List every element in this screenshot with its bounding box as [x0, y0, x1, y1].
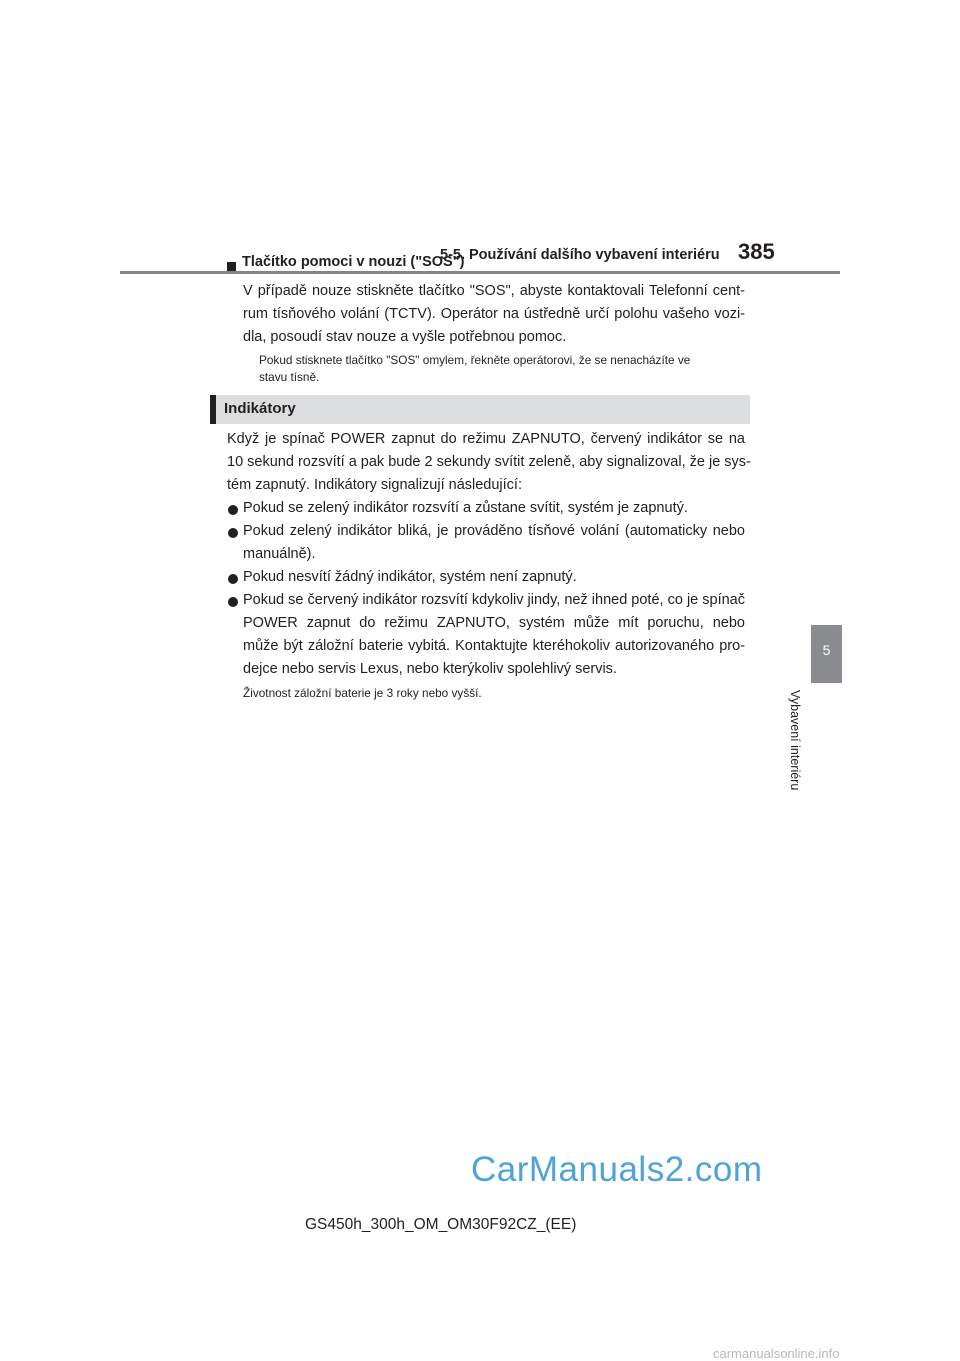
battery-note: Životnost záložní baterie je 3 roky nebo vyšší.	[243, 686, 482, 700]
bullet-dot-icon	[228, 505, 238, 515]
bullet-dot-icon	[228, 574, 238, 584]
watermark-footer: carmanualsonline.info	[713, 1346, 840, 1361]
square-bullet-icon	[227, 262, 236, 271]
bullet-line: Pokud se červený indikátor rozsvítí kdykoliv jindy, než ihned poté, co je spínač	[243, 592, 745, 608]
bullet-line: může být záložní baterie vybitá. Kontaktujte kteréhokoliv autorizovaného pro-	[243, 638, 745, 654]
sos-body-line: V případě nouze stiskněte tlačítko "SOS", abyste kontaktovali Telefonní cent-	[243, 283, 745, 299]
sos-body-line: rum tísňového volání (TCTV). Operátor na ústředně určí polohu vašeho vozi-	[243, 306, 745, 322]
chapter-number: 5	[822, 642, 831, 658]
sos-note-line: Pokud stisknete tlačítko "SOS" omylem, řekněte operátorovi, že se nenacházíte ve	[259, 353, 691, 367]
sos-body-line: dla, posoudí stav nouze a vyšle potřebnou pomoc.	[243, 329, 567, 345]
bullet-line: Pokud nesvítí žádný indikátor, systém není zapnutý.	[243, 569, 577, 585]
bullet-line: manuálně).	[243, 546, 316, 562]
watermark-logo: CarManuals2.com	[471, 1150, 763, 1189]
bullet-line: POWER zapnut do režimu ZAPNUTO, systém může mít poruchu, nebo	[243, 615, 745, 631]
bullet-line: Pokud se zelený indikátor rozsvítí a zůstane svítit, systém je zapnutý.	[243, 500, 688, 516]
bullet-line: dejce nebo servis Lexus, nebo kterýkoliv spolehlivý servis.	[243, 661, 617, 677]
bullet-line: Pokud zelený indikátor bliká, je prováděno tísňové volání (automaticky nebo	[243, 523, 745, 539]
header-divider	[120, 271, 840, 274]
chapter-tab	[811, 625, 842, 683]
sos-note-line: stavu tísně.	[259, 370, 320, 384]
section-accent-bar	[210, 395, 216, 424]
indicators-section-header	[210, 395, 750, 424]
indicators-intro-line: Když je spínač POWER zapnut do režimu ZAPNUTO, červený indikátor se na	[227, 431, 745, 447]
bullet-dot-icon	[228, 597, 238, 607]
bullet-dot-icon	[228, 528, 238, 538]
indicators-intro-line: 10 sekund rozsvítí a pak bude 2 sekundy svítit zeleně, aby signalizoval, že je sys-	[227, 454, 751, 470]
indicators-heading: Indikátory	[224, 400, 296, 417]
manual-code: GS450h_300h_OM_OM30F92CZ_(EE)	[305, 1216, 577, 1233]
section-title: 5-5. Používání dalšího vybavení interiéru	[440, 247, 720, 263]
chapter-label: Vybavení interiéru	[788, 690, 802, 791]
page-number: 385	[738, 239, 775, 264]
indicators-intro-line: tém zapnutý. Indikátory signalizují následující:	[227, 477, 522, 493]
sos-heading: Tlačítko pomoci v nouzi ("SOS")	[242, 254, 465, 270]
